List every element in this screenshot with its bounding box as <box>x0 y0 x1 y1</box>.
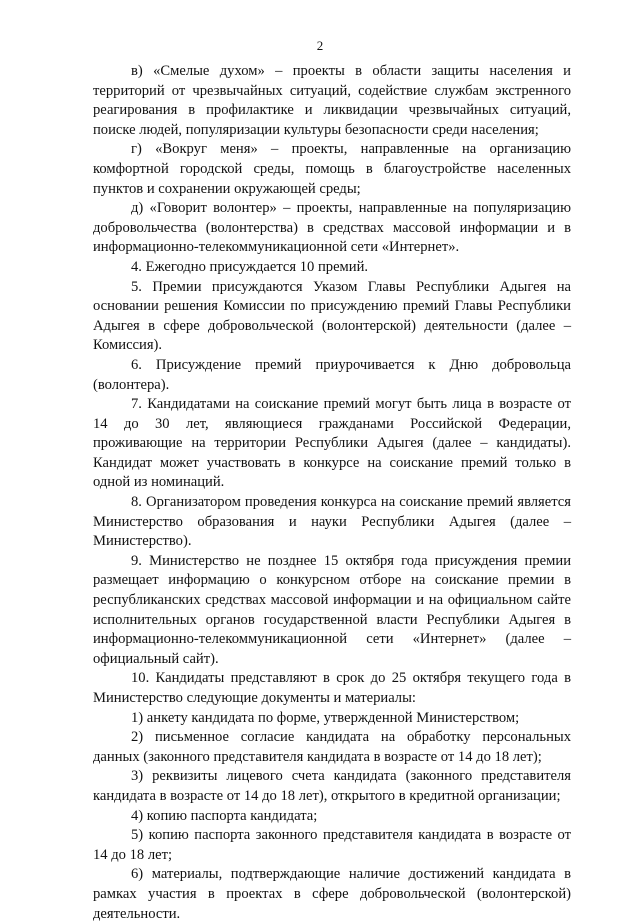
paragraph-item-9: 9. Министерство не позднее 15 октября года присуждения премии размещает информацию о конкурсном отборе на соискание премии в республиканских средствах массовой информации и на официальном сайте исполнительных органов государственной власти Республики Адыгея в информационно-телекоммуникационной сети «Интернет» (далее – официальный сайт). <box>93 552 571 667</box>
paragraph-item-10: 10. Кандидаты представляют в срок до 25 октября текущего года в Министерство следующие документы и материалы: <box>93 670 571 706</box>
paragraph-item-8: 8. Организатором проведения конкурса на соискание премий является Министерство образования и науки Республики Адыгея (далее – Министерство). <box>93 494 571 550</box>
paragraph-nomination-g: г) «Вокруг меня» – проекты, направленные на организацию комфортной городской среды, помощь в благоустройстве населенных пунктов и сохранении окружающей среды; <box>93 141 571 197</box>
document-body <box>93 62 571 924</box>
document-list-item-6: 6) материалы, подтверждающие наличие достижений кандидата в рамках участия в проектах в сфере добровольческой (волонтерской) деятельности. <box>93 866 571 922</box>
document-list-item-4: 4) копию паспорта кандидата; <box>131 807 318 824</box>
document-list-item-1: 1) анкету кандидата по форме, утвержденной Министерством; <box>131 709 520 726</box>
paragraph-item-4: 4. Ежегодно присуждается 10 премий. <box>131 258 369 275</box>
paragraph-item-5: 5. Премии присуждаются Указом Главы Республики Адыгея на основании решения Комиссии по присуждению премий Главы Республики Адыгея в сфере добровольческой (волонтерской) деятельности (далее – Комиссия). <box>93 278 571 354</box>
document-list-item-5: 5) копию паспорта законного представителя кандидата в возрасте от 14 до 18 лет; <box>93 827 571 863</box>
paragraph-item-7: 7. Кандидатами на соискание премий могут быть лица в возрасте от 14 до 30 лет, являющиеся гражданами Российской Федерации, проживающие на территории Республики Адыгея (далее – кандидаты). Кандидат может участвовать в конкурсе на соискание премий только в одной из номинаций. <box>93 396 571 491</box>
document-list-item-3: 3) реквизиты лицевого счета кандидата (законного представителя кандидата в возрасте от 14 до 18 лет), открытого в кредитной организации; <box>93 768 571 804</box>
page-number: 2 <box>316 38 324 53</box>
paragraph-nomination-v: в) «Смелые духом» – проекты в области защиты населения и территорий от чрезвычайных ситуаций, содействие службам экстренного реагирования в профилактике и ликвидации чрезвычайных ситуаций, поиске людей, популяризации культуры безопасности среди населения; <box>93 63 571 138</box>
document-list-item-2: 2) письменное согласие кандидата на обработку персональных данных (законного представителя кандидата в возрасте от 14 до 18 лет); <box>93 729 571 765</box>
paragraph-item-6: 6. Присуждение премий приурочивается к Дню добровольца (волонтера). <box>93 356 571 393</box>
paragraph-nomination-d: д) «Говорит волонтер» – проекты, направленные на популяризацию добровольчества (волонтерства) в средствах массовой информации и в информационно-телекоммуникационной сети «Интернет». <box>93 200 571 256</box>
